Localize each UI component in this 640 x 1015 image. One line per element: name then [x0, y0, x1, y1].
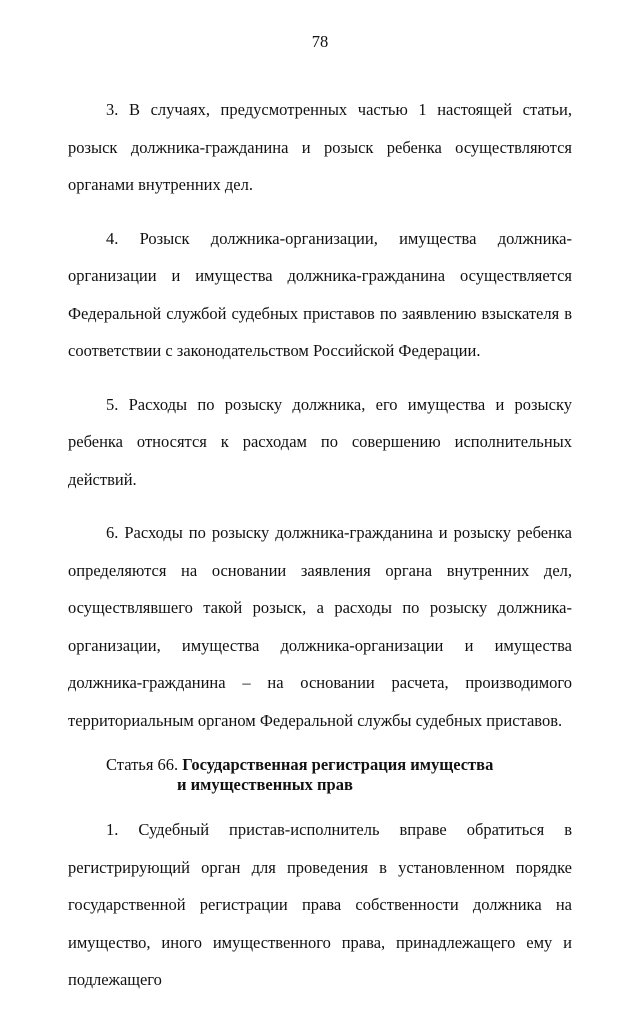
- paragraph-5: 5. Расходы по розыску должника, его имущества и розыску ребенка относятся к расходам по совершению исполнительных действий.: [68, 394, 572, 489]
- document-body: [68, 91, 572, 1015]
- article-paragraph-1: 1. Судебный пристав-исполнитель вправе обратиться в регистрирующий орган для проведения в установленном порядке государственной регистрации права собственности должника на имущество, иного имущественного права, принадлежащего ему и подлежащего: [68, 820, 572, 989]
- article-title-line-2: и имущественных прав: [177, 775, 353, 794]
- page-number: 78: [311, 32, 329, 51]
- paragraph-3: 3. В случаях, предусмотренных частью 1 настоящей статьи, розыск должника-гражданина и розыск ребенка осуществляются органами внутренних дел.: [68, 100, 572, 194]
- article-heading: [106, 755, 572, 795]
- article-prefix: Статья 66.: [106, 755, 179, 774]
- paragraph-6: 6. Расходы по розыску должника-гражданина и розыску ребенка определяются на основании заявления органа внутренних дел, осуществлявшего такой розыск, а расходы по розыску должника-организации, имущества должника-организации и имущества должника-гражданина – на основании расчета, производимого территориальным органом Федеральной службы судебных приставов.: [68, 523, 572, 730]
- paragraph-4: 4. Розыск должника-организации, имущества должника-организации и имущества должника-гражданина осуществляется Федеральной службой судебных приставов по заявлению взыскателя в соответствии с законодательством Российской Федерации.: [68, 228, 572, 360]
- article-title-line-1: Государственная регистрация имущества: [182, 755, 494, 774]
